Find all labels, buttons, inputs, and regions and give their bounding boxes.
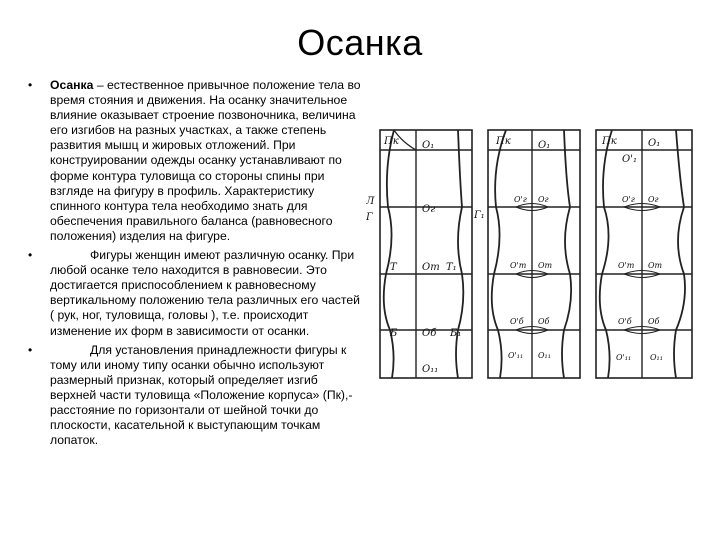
- label-t1-1: Т₁: [446, 262, 457, 273]
- figure-panel-1: [380, 130, 472, 378]
- bullet-item: [20, 248, 365, 339]
- label-o-b-3: О'б: [618, 317, 632, 326]
- bullet-dot-icon: •: [28, 78, 33, 92]
- label-ob-1: Об: [422, 328, 437, 339]
- label-o-11-3: О'₁₁: [616, 353, 632, 362]
- label-g1-2: Г₁: [474, 210, 485, 221]
- label-pk-2: Пк: [496, 136, 511, 147]
- bullet-term: Осанка: [50, 78, 94, 92]
- label-o-b-2: О'б: [510, 317, 524, 326]
- label-o11-3: О₁₁: [650, 353, 663, 362]
- bullet-dot-icon: •: [28, 342, 33, 357]
- label-ob-2: Об: [538, 317, 550, 326]
- label-b-1: Б: [390, 328, 398, 339]
- label-og-1: Ог: [422, 204, 436, 215]
- label-o11-2: О₁₁: [538, 351, 551, 360]
- label-o-g-3: О'г: [622, 195, 635, 204]
- label-o-t-2: О'т: [510, 261, 527, 270]
- label-og-3: Ог: [648, 195, 659, 204]
- posture-figure: [366, 122, 710, 382]
- label-ot-3: От: [648, 261, 663, 270]
- label-pk-3: Пк: [602, 136, 617, 147]
- label-ot-2: От: [538, 261, 553, 270]
- bullet-item: [20, 343, 365, 449]
- label-pk-1: Пк: [384, 136, 399, 147]
- label-l-1: Л: [366, 196, 375, 207]
- label-ob-3: Об: [648, 317, 660, 326]
- slide-title: Осанка: [297, 22, 423, 63]
- label-o1-1: О₁: [422, 140, 435, 151]
- bullet-text: Фигуры женщин имеют различную осанку. При любой осанке тело находится в равновесии. Это достигается приспособлением к равновесному вертикальному положению тела различных его частей ( рук, ног, туловища, головы ), т.е. происходит изменение их форм в зависимости от осанки.: [50, 248, 360, 338]
- label-o-t-3: О'т: [618, 261, 635, 270]
- label-og-2: Ог: [538, 195, 549, 204]
- label-ot-1: От: [422, 262, 440, 273]
- label-o-11-2: О'₁₁: [508, 351, 524, 360]
- label-o11-1: О₁₁: [422, 364, 439, 375]
- label-g-1: Г: [366, 212, 373, 223]
- label-t-1: Т: [390, 262, 397, 273]
- bullet-dot-icon: •: [28, 248, 33, 263]
- bullet-text: – естественное привычное положение тела во время стояния и движения. На осанку значительное влияние оказывает строение позвоночника, величина его изгибов на разных участках, а также степень развития мышц и жировых отложений. При конструировании одежды осанку устанавливают по форме контура туловища со стороны спины при взгляде на фигуру в профиль. Характеристику спинного контура тела необходимо знать для обеспечения правильного баланса (равновесного положения) изделия на фигуре.: [50, 78, 361, 243]
- posture-diagram: [366, 122, 710, 382]
- label-o1-2: О₁: [538, 140, 551, 151]
- label-o-g-2: О'г: [514, 195, 527, 204]
- label-b1-1: Б₁: [450, 328, 462, 339]
- figure-panel-3: [596, 130, 692, 378]
- figure-panel-2: [488, 130, 580, 378]
- bullet-text: Для установления принадлежности фигуры к тому или иному типу осанки обычно используют размерный признак, который определяет изгиб верхней части туловища «Положение корпуса» (Пк),- расстояние по горизонтали от шейной точки до плоскости, касательной к выступающим точкам лопаток.: [50, 342, 353, 448]
- label-o1-3: О₁: [648, 138, 661, 149]
- bullet-item: [20, 78, 365, 244]
- bullet-list: [20, 78, 365, 452]
- label-o-1-3: О'₁: [622, 154, 637, 165]
